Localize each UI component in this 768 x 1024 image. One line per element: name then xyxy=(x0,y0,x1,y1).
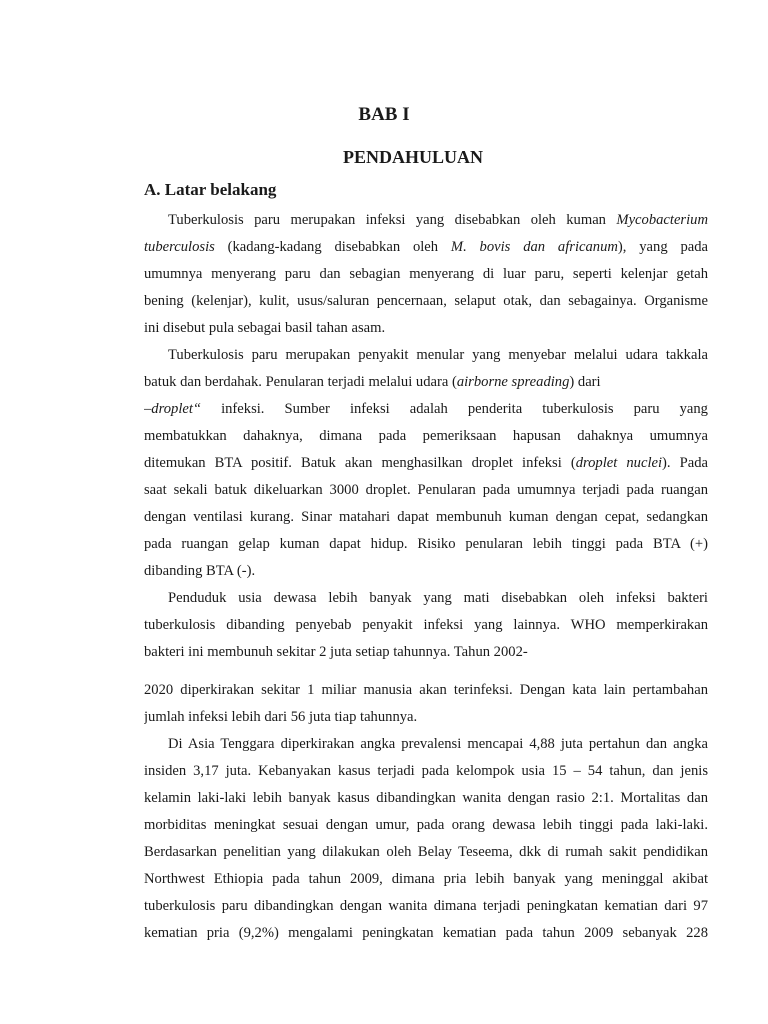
paragraph-line: kelamin laki-laki lebih banyak kasus dibandingkan wanita dengan rasio 2:1. Mortalitas dan xyxy=(144,790,708,806)
chapter-heading: BAB I xyxy=(358,104,410,125)
paragraph-line: tuberkulosis paru dibandingkan dengan wanita dimana terjadi peningkatan kematian dari 97 xyxy=(144,898,708,914)
paragraph-line: dengan ventilasi kurang. Sinar matahari dapat membunuh kuman dengan cepat, sedangkan xyxy=(144,509,708,525)
paragraph-line: Di Asia Tenggara diperkirakan angka prevalensi mencapai 4,88 juta pertahun dan angka xyxy=(168,736,708,752)
paragraph-line: dibanding BTA (-). xyxy=(144,563,256,579)
text-run: ). Pada xyxy=(662,455,708,471)
paragraph-line: umumnya menyerang paru dan sebagian menyerang di luar paru, seperti kelenjar getah xyxy=(144,266,708,282)
paragraph-line: Tuberkulosis paru merupakan penyakit menular yang menyebar melalui udara takkala xyxy=(168,347,708,363)
line-word: infeksi xyxy=(349,401,390,417)
line-word: –droplet“ xyxy=(144,401,202,417)
italic-term: droplet nuclei xyxy=(575,455,663,471)
line-word: paru xyxy=(633,401,660,417)
line-word: infeksi. xyxy=(221,401,265,417)
paragraph-line: kematian pria (9,2%) mengalami peningkatan kematian pada tahun 2009 sebanyak 228 xyxy=(144,925,708,941)
italic-term: tuberculosis xyxy=(144,239,215,255)
line-word: tuberkulosis xyxy=(542,401,614,417)
paragraph-line: Northwest Ethiopia pada tahun 2009, dimana pria lebih banyak yang meninggal akibat xyxy=(144,871,708,887)
paragraph-line: bakteri ini membunuh sekitar 2 juta setiap tahunnya. Tahun 2002- xyxy=(144,644,528,660)
chapter-title: PENDAHULUAN xyxy=(342,147,483,167)
text-run: ), yang pada xyxy=(617,239,708,255)
paragraph-line xyxy=(144,396,708,423)
paragraph-line: Penduduk usia dewasa lebih banyak yang mati disebabkan oleh infeksi bakteri xyxy=(168,590,708,606)
paragraph-line: membatukkan dahaknya, dimana pada pemeriksaan hapusan dahaknya umumnya xyxy=(144,428,708,444)
paragraph-line: saat sekali batuk dikeluarkan 3000 droplet. Penularan pada umumnya terjadi pada ruangan xyxy=(144,482,708,498)
text-run: Tuberkulosis paru merupakan infeksi yang disebabkan oleh kuman xyxy=(168,212,617,228)
italic-term: M. bovis dan africanum xyxy=(450,239,618,255)
italic-term: Mycobacterium xyxy=(616,212,708,228)
body-text xyxy=(144,207,708,947)
paragraph-line xyxy=(144,369,708,396)
paragraph-line: bening (kelenjar), kulit, usus/saluran pencernaan, selaput otak, dan sebagainya. Organisme xyxy=(144,293,708,309)
line-word: yang xyxy=(679,401,708,417)
section-heading: A. Latar belakang xyxy=(144,180,277,199)
text-run: (kadang-kadang disebabkan oleh xyxy=(214,239,451,255)
paragraph-line: jumlah infeksi lebih dari 56 juta tiap tahunnya. xyxy=(144,709,418,725)
text-run: ) dari xyxy=(569,374,601,390)
text-run: batuk dan berdahak. Penularan terjadi melalui udara ( xyxy=(144,374,457,390)
paragraph-line: Berdasarkan penelitian yang dilakukan oleh Belay Teseema, dkk di rumah sakit pendidikan xyxy=(144,844,708,860)
paragraph-line xyxy=(144,450,708,477)
paragraph-line xyxy=(144,207,708,234)
line-word: adalah xyxy=(409,401,448,417)
paragraph-line xyxy=(144,234,708,261)
paragraph-line: insiden 3,17 juta. Kebanyakan kasus terjadi pada kelompok usia 15 – 54 tahun, dan jenis xyxy=(144,763,708,779)
text-run: ditemukan BTA positif. Batuk akan menghasilkan droplet infeksi ( xyxy=(144,455,576,471)
paragraph-line: pada ruangan gelap kuman dapat hidup. Risiko penularan lebih tinggi pada BTA (+) xyxy=(144,536,708,552)
line-word: penderita xyxy=(467,401,523,417)
line-word: Sumber xyxy=(284,401,330,417)
paragraph-line: ini disebut pula sebagai basil tahan asam. xyxy=(144,320,386,336)
paragraph-line: morbiditas meningkat sesuai dengan umur, pada orang dewasa lebih tinggi pada laki-laki. xyxy=(144,817,708,833)
italic-term: airborne spreading xyxy=(456,374,570,390)
paragraph-line: tuberkulosis dibanding penyebab penyakit infeksi yang lainnya. WHO memperkirakan xyxy=(144,617,708,633)
paragraph-line: 2020 diperkirakan sekitar 1 miliar manusia akan terinfeksi. Dengan kata lain pertambahan xyxy=(144,682,708,698)
